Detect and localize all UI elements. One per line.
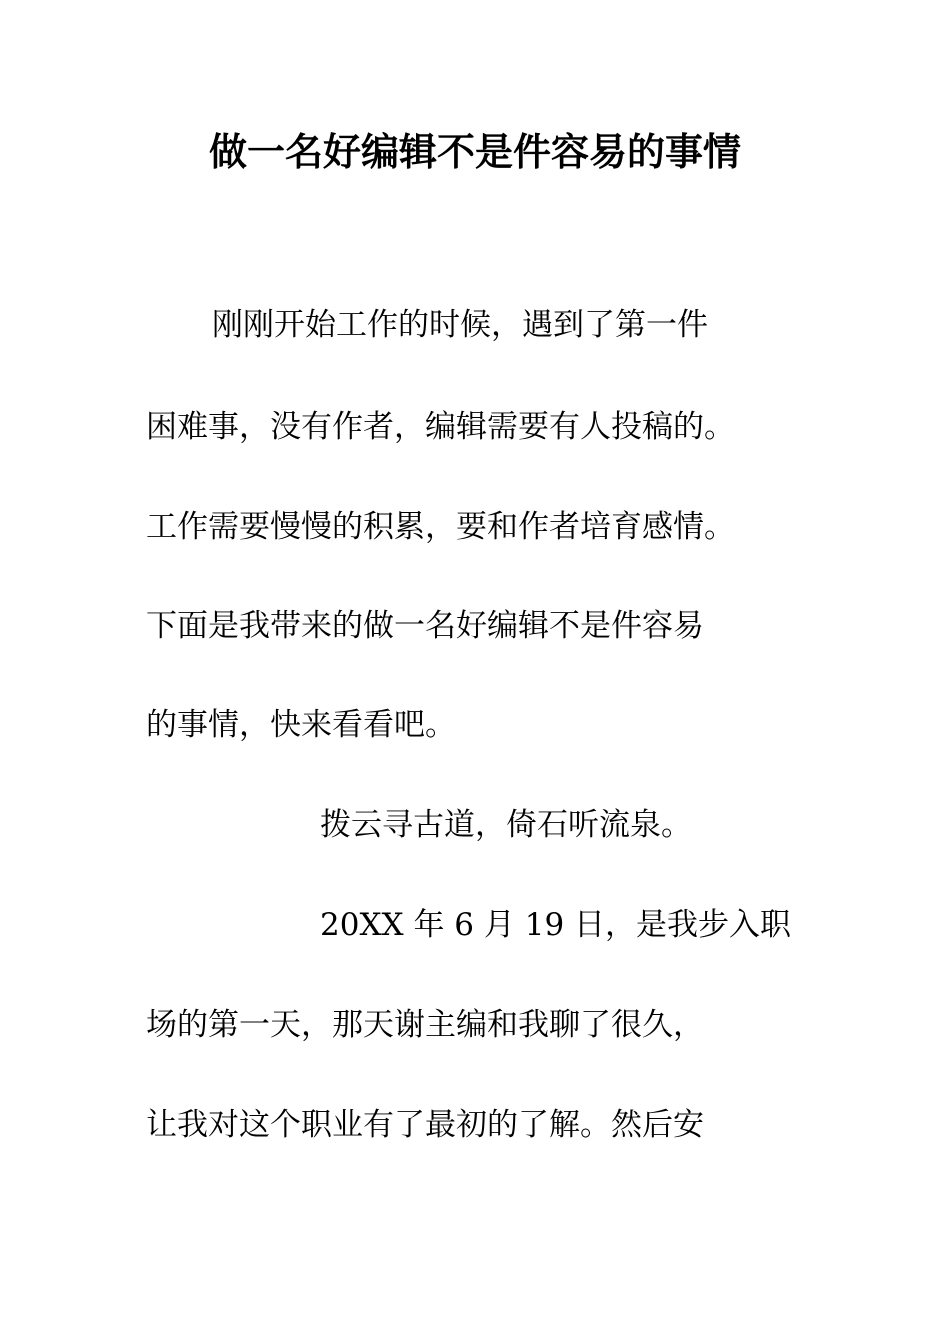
document-title: 做一名好编辑不是件容易的事情 (208, 130, 741, 174)
body-line-5: 的事情，快来看看吧。 (146, 707, 456, 743)
body-line-1: 刚刚开始工作的时候，遇到了第一件 (212, 307, 708, 343)
body-line-3: 工作需要慢慢的积累，要和作者培育感情。 (146, 509, 735, 545)
body-line-6: 拨云寻古道，倚石听流泉。 (320, 807, 692, 843)
body-line-7: 20XX 年 6 月 19 日，是我步入职 (320, 907, 792, 943)
body-line-8: 场的第一天，那天谢主编和我聊了很久， (146, 1007, 704, 1043)
body-line-2: 困难事，没有作者，编辑需要有人投稿的。 (146, 409, 735, 445)
body-line-9: 让我对这个职业有了最初的了解。然后安 (146, 1107, 704, 1143)
body-line-4: 下面是我带来的做一名好编辑不是件容易 (146, 608, 704, 644)
